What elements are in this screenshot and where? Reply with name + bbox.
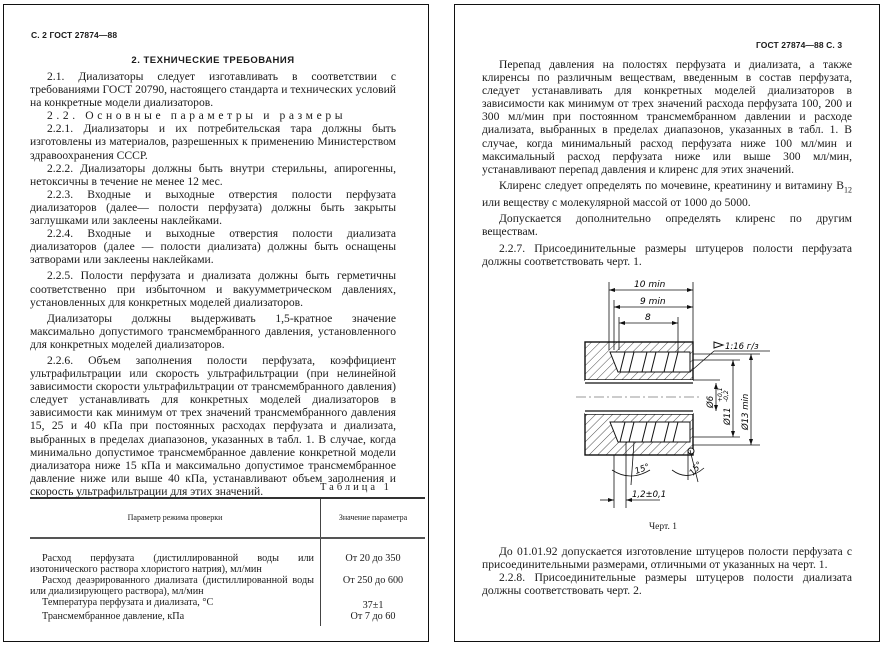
clearance-text: Клиренс следует определять по мочевине, креатинину и витамину В xyxy=(499,178,844,192)
table-caption: Таблица 1 xyxy=(320,482,392,493)
paragraph-2-2-4: 2.2.4. Входные и выходные отверстия полости диализата диализаторов (далее — полости диализата) должны быть оснащены затворами или заклеены наклейками. xyxy=(30,227,396,267)
paragraph-pressure-drop: Перепад давления на полостях перфузата и диализата, а также клиренсы по различным веществам, введенным в состав перфузата, следует устанавливать для конкретных моделей диализаторов в зависимости как минимум от трех значений расхода перфузата 100, 200 и 300 мл/мин при постоянном трансмембранном давлении и расходе диализата, выбранных в пределах диапазонов, указанных в табл. 1. В случае, когда минимальный расход перфузата ниже 100 мл/мин и максимальный расход перфузата ниже или выше 300 мл/мин, устанавливают перепад давления и клиренс для этих значений. xyxy=(482,58,852,176)
table-row xyxy=(30,611,425,626)
dim-10-min-label: 10 min xyxy=(634,280,666,290)
paragraph-other-substances: Допускается дополнительно определять клиренс по другим веществам. xyxy=(482,212,852,239)
table-row xyxy=(30,538,425,575)
paragraph-2-2-1: 2.2.1. Диализаторы и их потребительская тара должны быть изготовлены из материалов, разрешенных к применению Министерством здравоохранения СССР. xyxy=(30,122,396,162)
paragraph-2-1: 2.1. Диализаторы следует изготавливать в соответствии с требованиями ГОСТ 20790, настоящего стандарта и технических условий на конкретные модели диализаторов. xyxy=(30,70,396,110)
paragraph-2-2-7: 2.2.7. Присоединительные размеры штуцеров полости перфузата должны соответствовать черт. 1. xyxy=(482,241,852,268)
section-title: 2. ТЕХНИЧЕСКИЕ ТРЕБОВАНИЯ xyxy=(131,55,295,66)
subsection-heading-2-2: 2.2. Основные параметры и размеры xyxy=(47,109,347,123)
table-cell-parameter: Температура перфузата и диализата, °С xyxy=(42,597,214,608)
table-cell-parameter: Расход перфузата (дистиллированной воды или изотонического раствора хлористого натрия), мл/мин xyxy=(30,553,314,575)
pitch-label: 1,2±0,1 xyxy=(632,490,667,500)
right-body-text-bottom xyxy=(482,545,852,597)
left-body-text xyxy=(30,70,396,498)
dim-8-label: 8 xyxy=(645,313,651,323)
paragraph-2-2-8: 2.2.8. Присоединительные размеры штуцеров полости диализата должны соответствовать черт. 2. xyxy=(482,571,852,598)
paragraph-clearance xyxy=(482,179,852,210)
surface-finish-icon xyxy=(714,342,723,348)
d11-tolerance-lower: -0,2 xyxy=(723,390,730,402)
table-cell-parameter: Трансмембранное давление, кПа xyxy=(42,611,185,622)
paragraph-transition-note: До 01.01.92 допускается изготовление штуцеров полости перфузата с присоединительными размерами, отличными от указанных на черт. 1. xyxy=(482,545,852,572)
angle-right-label: 15° xyxy=(687,459,705,478)
paragraph-2-2-5: 2.2.5. Полости перфузата и диализата должны быть герметичны соответственно при избыточном и вакуумметрическом давлениях, установленных для конкретных моделей диализаторов. xyxy=(30,269,396,309)
d6-label: Ø6 xyxy=(706,395,716,408)
angle-left-label: 15° xyxy=(633,462,652,477)
table-row xyxy=(30,597,425,611)
d11-label: Ø11 xyxy=(723,407,733,425)
clearance-subscript: 12 xyxy=(844,185,852,195)
surface-finish-label: 1:16 г/з xyxy=(725,342,759,352)
thread-lower xyxy=(620,422,678,442)
right-body-text-top xyxy=(482,58,852,268)
right-running-head: ГОСТ 27874—88 С. 3 xyxy=(756,40,843,50)
fitting-drawing xyxy=(570,270,780,520)
paragraph-2-2-2: 2.2.2. Диализаторы должны быть внутри стерильны, апирогенны, нетоксичны в течение не менее 12 мес. xyxy=(30,161,396,188)
left-running-head: С. 2 ГОСТ 27874—88 xyxy=(31,30,118,40)
table-cell-value: 37±1 xyxy=(321,597,426,611)
table-cell-value: От 7 до 60 xyxy=(321,611,426,626)
table-cell-parameter: Расход деаэрированного диализата (дистиллированной воды или диализирующего раствора), мл/мин xyxy=(30,575,314,597)
thread-upper xyxy=(620,352,678,372)
paragraph-2-2-3: 2.2.3. Входные и выходные отверстия полости перфузата диализаторов (далее— полости перфузата) должны быть закрыты заглушками или заклеены наклейками. xyxy=(30,187,396,228)
table-cell-value: От 250 до 600 xyxy=(321,575,426,597)
table-row xyxy=(30,575,425,597)
table-header-row xyxy=(30,498,425,538)
table-header-value: Значение параметра xyxy=(321,498,426,538)
table-header-parameter: Параметр режима проверки xyxy=(30,498,321,538)
table-1 xyxy=(30,497,425,626)
d11-tolerance-upper: +0,1 xyxy=(717,387,724,402)
dim-9-min-label: 9 min xyxy=(640,297,666,307)
paragraph-2-2-6: 2.2.6. Объем заполнения полости перфузата, коэффициент ультрафильтрации или скорость ультрафильтрации (при нелинейной зависимости скорости ультрафильтрации от трансмембранного давления) следует устанавливать для конкретных моделей диализаторов в зависимости как минимум от трех значений трансмембранного давления 15, 25 и 40 кПа при постоянных расходах перфузата и диализата, выбранных в пределах диапазонов, указанных в табл. 1. В случае, когда минимально допустимое трансмембранное давление конкретной модели диализатора ниже 15 кПа и максимально допустимое трансмембранное давление ниже или выше 40 кПа, устанавливают объем заполнения и скорость ультрафильтрации для этих значений. xyxy=(30,353,396,498)
table-cell-value: От 20 до 350 xyxy=(321,538,426,575)
paragraph-pressure: Диализаторы должны выдерживать 1,5-кратное значение максимально допустимого трансмембранного давления, установленного для конкретных моделей диализаторов. xyxy=(30,311,396,351)
d13-label: Ø13 min xyxy=(741,393,751,430)
clearance-text-end: или веществу с молекулярной массой от 1000 до 5000. xyxy=(482,196,751,210)
figure-caption: Черт. 1 xyxy=(649,522,677,532)
